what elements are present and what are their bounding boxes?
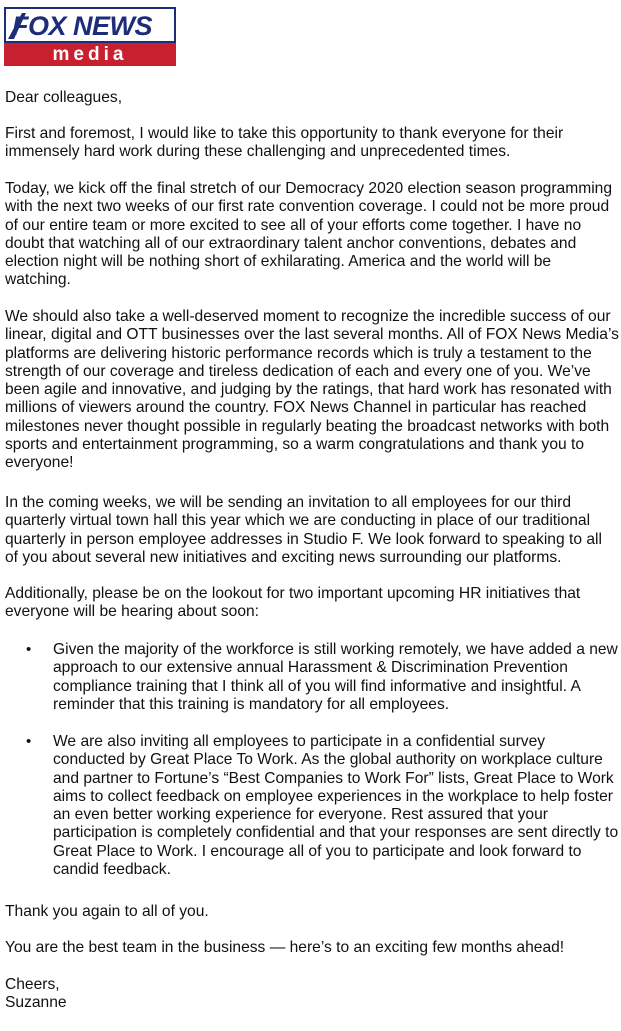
closing-line: You are the best team in the business — here’s to an exciting few months ahead! <box>5 939 565 956</box>
logo-media-text: media <box>52 44 128 65</box>
paragraph-town-hall: In the coming weeks, we will be sending an invitation to all employees for our third quarterly virtual town hall this year which we are conducting in place of our traditional quarterly in person employee addresses in Studio F. We look forward to speaking to all of you about several new initiatives and exciting news surrounding our platforms. <box>5 494 602 566</box>
logo-top-band <box>4 7 176 43</box>
logo-fox-news-text: FOX NEWS <box>12 11 153 41</box>
paragraph-democracy-2020: Today, we kick off the final stretch of our Democracy 2020 election season programming with the next two weeks of our first rate convention coverage. I could not be more proud of our entire team or more excited to see all of your efforts come together. I have no doubt that watching all of our extraordinary talent anchor conventions, debates and election night will be nothing short of exhilarating. America and the world will be watching. <box>5 180 613 289</box>
bullet-training: Given the majority of the workforce is still working remotely, we have added a new approach to our extensive annual Harassment & Discrimination Prevention compliance training that I think all of you will find informative and insightful. A reminder that this training is mandatory for all employees. <box>53 641 618 713</box>
bullet-survey: We are also inviting all employees to participate in a confidential survey conducted by Great Place To Work. As the global authority on workplace culture and partner to Fortune’s “Best Companies to Work For” lists, Great Place to Work aims to collect feedback on employee experiences in the workplace to help foster an even better working experience for everyone. Rest assured that your participation is completely confidential and that your responses are sent directly to Great Place to Work. I encourage all of you to participate and look forward to candid feedback. <box>53 733 619 879</box>
signoff: Cheers, <box>5 976 60 993</box>
paragraph-business-success: We should also take a well-deserved moment to recognize the incredible success of our linear, digital and OTT businesses over the last several months. All of FOX News Media’s platforms are delivering historic performance records which is truly a testament to the strength of our coverage and tireless dedication of each and every one of you. We’ve been agile and innovative, and judging by the ratings, that hard work has resonated with millions of viewers around the country. FOX News Channel in particular has reached milestones never thought possible in regularly beating the broadcast networks with both sports and entertainment programming, so a warm congratulations and thank you to everyone! <box>5 308 619 472</box>
greeting: Dear colleagues, <box>5 89 123 106</box>
bullet-icon: • <box>26 733 32 750</box>
bullet-icon: • <box>26 641 32 658</box>
signature: Suzanne <box>5 994 67 1011</box>
thank-you-line: Thank you again to all of you. <box>5 903 209 920</box>
logo-media-band <box>4 43 176 66</box>
fox-news-media-logo <box>4 7 176 66</box>
paragraph-thanks: First and foremost, I would like to take this opportunity to thank everyone for their immensely hard work during these challenging and unprecedented times. <box>5 125 564 161</box>
paragraph-hr-initiatives: Additionally, please be on the lookout for two important upcoming HR initiatives that everyone will be hearing about soon: <box>5 585 581 621</box>
